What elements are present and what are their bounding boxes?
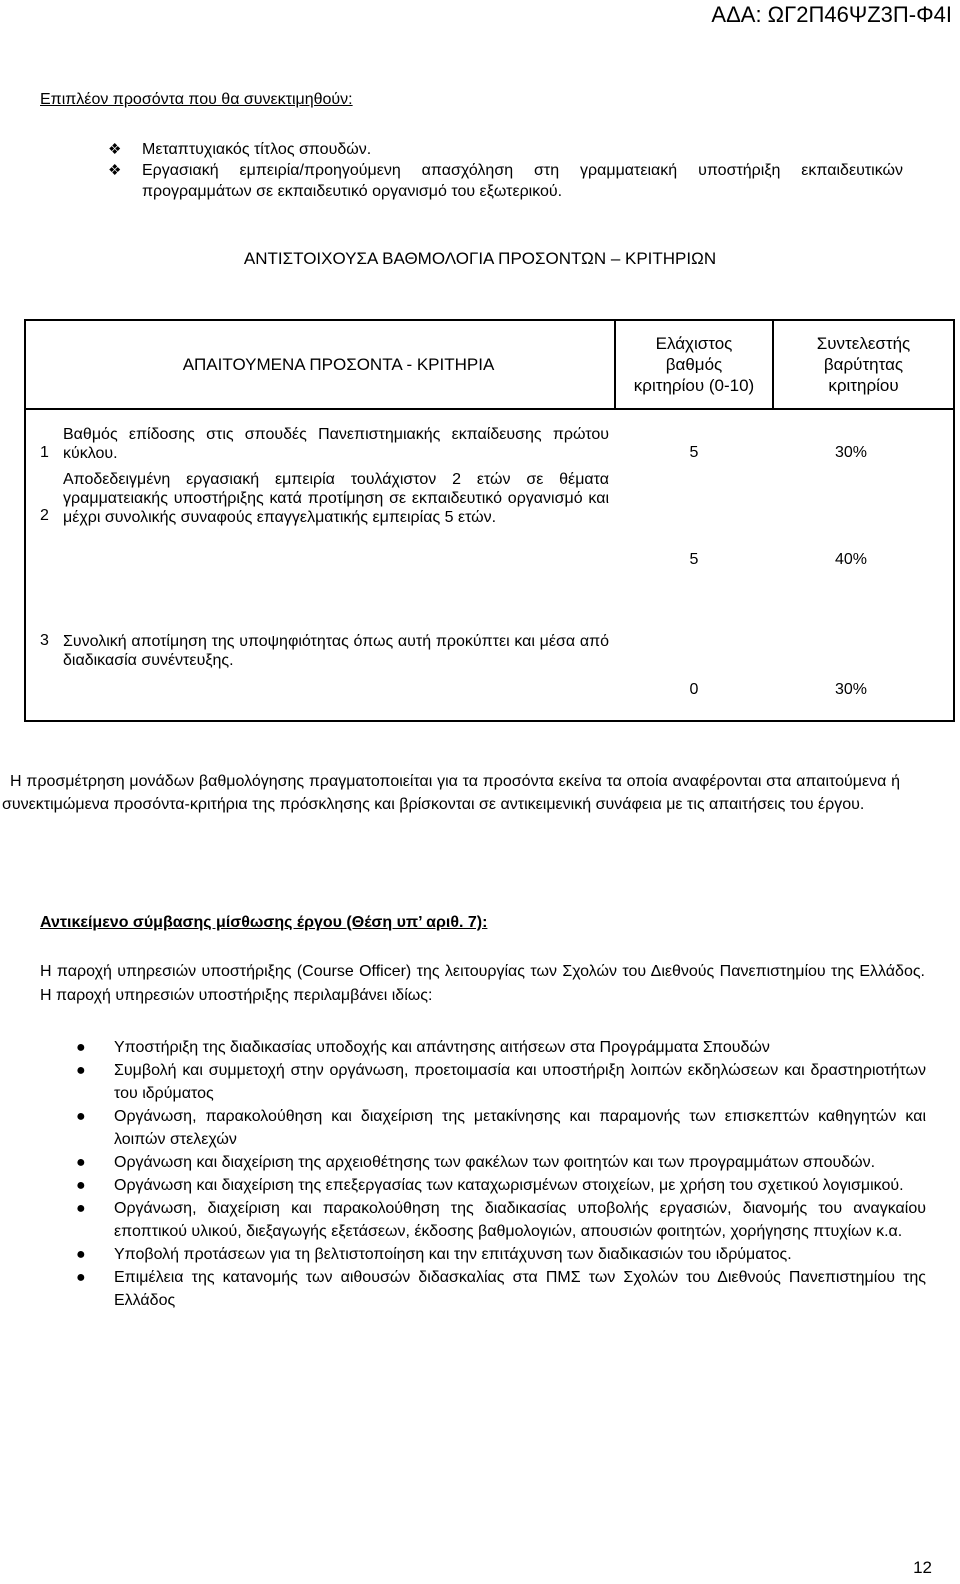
bullet-dot-icon: ● [76,1177,86,1194]
row-number: 2 [25,465,63,600]
table-header-row [25,320,954,409]
scoring-title: ΑΝΤΙΣΤΟΙΧΟΥΣΑ ΒΑΘΜΟΛΟΓΙΑ ΠΡΟΣΟΝΤΩΝ – ΚΡΙΤΗΡΙΩΝ [243,249,717,268]
table-row [25,600,954,721]
row-criterion: Αποδεδειγμένη εργασιακή εμπειρία τουλάχιστον 2 ετών σε θέματα γραμματειακής υποστήριξης κατά προτίμηση σε εκπαιδευτικό οργανισμό και μέχρι συνολικής συναφούς επαγγελματικής εμπειρίας 5 ετών. [63,471,609,526]
list-item [76,1036,926,1059]
list-item-text: Οργάνωση και διαχείριση της επεξεργασίας των καταχωρισμένων στοιχείων, με χρήση του σχετικού λογισμικού. [114,1177,904,1194]
row-criterion: Συνολική αποτίμηση της υποψηφιότητας όπως αυτή προκύπτει και μέσα από διαδικασία συνέντευξης. [63,600,615,721]
objective-description: Η παροχή υπηρεσιών υποστήριξης (Course Officer) της λειτουργίας των Σχολών του Διεθνούς Πανεπιστημίου της Ελλάδος. Η παροχή υπηρεσιών υποστήριξης περιλαμβάνει ιδίως: [40,963,925,1004]
extra-qualifications-list [108,139,903,202]
list-item [76,1197,926,1243]
list-item-text: Μεταπτυχιακός τίτλος σπουδών. [142,141,372,158]
list-item [108,139,903,160]
row-min-score: 0 [615,600,773,721]
row-weight: 30% [773,409,954,465]
bullet-dot-icon: ● [76,1039,86,1056]
extra-qualifications-title: Επιπλέον προσόντα που θα συνεκτιμηθούν: [40,91,353,108]
measurement-paragraph: Η προσμέτρηση μονάδων βαθμολόγησης πραγματοποιείται για τα προσόντα εκείνα τα οποία αναφέρονται στα απαιτούμενα ή συνεκτιμώμενα προσόντα-κριτήρια της πρόσκλησης και βρίσκονται σε αντικειμενική συνάφεια με τις απαιτήσεις του έργου. [2,773,900,813]
list-item-text: Υποβολή προτάσεων για τη βελτιστοποίηση και την επιτάχυνση των διαδικασιών του ιδρύματος. [114,1246,792,1263]
list-item-text: Οργάνωση και διαχείριση της αρχειοθέτησης των φακέλων των φοιτητών και των προγραμμάτων σπουδών. [114,1154,876,1171]
bullet-dot-icon: ● [76,1108,86,1125]
scoring-table [24,319,955,722]
diamond-bullet-icon: ❖ [108,141,122,158]
list-item-text: Υποστήριξη της διαδικασίας υποδοχής και απάντησης αιτήσεων στα Προγράμματα Σπουδών [114,1039,770,1056]
header-min-score: Ελάχιστος βαθμός κριτηρίου (0-10) [615,320,773,409]
list-item-text: Επιμέλεια της κατανομής των αιθουσών διδασκαλίας στα ΠΜΣ των Σχολών του Διεθνούς Πανεπιστημίου της Ελλάδος [114,1269,926,1309]
table-row [25,465,954,600]
row-criterion: Βαθμός επίδοσης στις σπουδές Πανεπιστημιακής εκπαίδευσης πρώτου κύκλου. [63,426,609,462]
header-weight: Συντελεστής βαρύτητας κριτηρίου [773,320,954,409]
table-row [25,409,954,465]
list-item-text: Εργασιακή εμπειρία/προηγούμενη απασχόληση στη γραμματειακή υποστήριξη εκπαιδευτικών προγραμμάτων σε εκπαιδευτικό οργανισμό του εξωτερικού. [142,162,903,200]
list-item [76,1059,926,1105]
bullet-dot-icon: ● [76,1200,86,1217]
row-weight: 30% [773,600,954,721]
list-item [76,1243,926,1266]
row-min-score: 5 [689,444,699,461]
header-criteria: ΑΠΑΙΤΟΥΜΕΝΑ ΠΡΟΣΟΝΤΑ - ΚΡΙΤΗΡΙΑ [63,320,615,409]
row-weight: 40% [773,465,954,600]
list-item [76,1105,926,1151]
list-item [76,1151,926,1174]
row-number: 1 [25,409,63,465]
list-item [76,1174,926,1197]
bullet-dot-icon: ● [76,1246,86,1263]
list-item-text: Οργάνωση, διαχείριση και παρακολούθηση της διαδικασίας υποβολής εργασιών, διανομής του αναγκαίου εποπτικού υλικού, διεξαγωγής εξετάσεων, έκδοσης βαθμολογιών, απουσιών φοιτητών, χορήγησης πτυχίων κ.α. [114,1200,926,1240]
bullet-dot-icon: ● [76,1062,86,1079]
page-number: 12 [913,1558,932,1577]
ada-code: ΑΔΑ: ΩΓ2Π46ΨΖ3Π-Φ4Ι [711,2,952,27]
bullet-dot-icon: ● [76,1154,86,1171]
objective-bullet-list [76,1036,926,1312]
list-item [108,160,903,202]
bullet-dot-icon: ● [76,1269,86,1286]
objective-title: Αντικείμενο σύμβασης μίσθωσης έργου (Θέση υπ’ αριθ. 7): [40,914,488,931]
list-item [76,1266,926,1312]
row-number: 3 [25,600,63,721]
list-item-text: Συμβολή και συμμετοχή στην οργάνωση, προετοιμασία και υποστήριξη λοιπών εκδηλώσεων και δραστηριοτήτων του ιδρύματος [114,1062,926,1102]
list-item-text: Οργάνωση, παρακολούθηση και διαχείριση της μετακίνησης και παραμονής των επισκεπτών καθηγητών και λοιπών στελεχών [114,1108,926,1148]
diamond-bullet-icon: ❖ [108,162,122,179]
row-min-score: 5 [689,551,699,568]
